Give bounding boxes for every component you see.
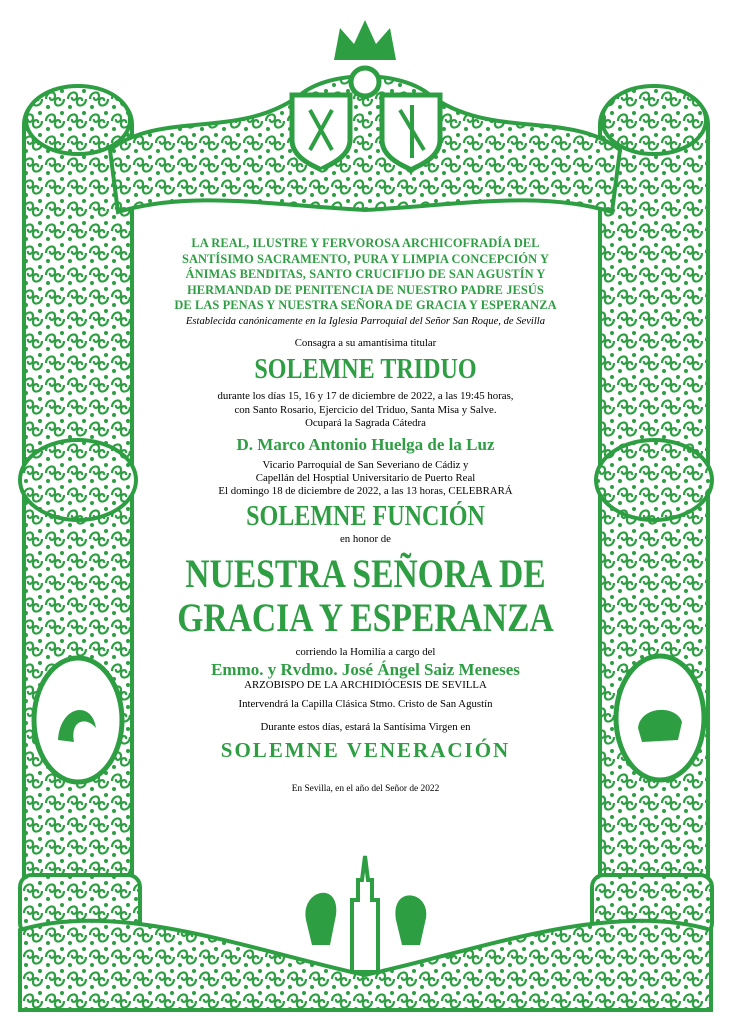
virgin-name-line1: NUESTRA SEÑORA DE (185, 551, 546, 597)
consagra-line: Consagra a su amantísima titular (294, 336, 437, 349)
top-ornamental-band (110, 20, 620, 212)
monstrance-icon (351, 68, 379, 96)
footer-date-line: En Sevilla, en el año del Señor de 2022 (291, 783, 440, 794)
homily-line: corriendo la Homilía a cargo del (295, 646, 436, 659)
preacher-details (140, 459, 591, 499)
choir-line: Intervendrá la Capilla Clásica Stmo. Cristo de San Agustín (238, 698, 493, 711)
preacher-line: Capellán del Hosptial Universitario de Puerto Real (255, 472, 476, 484)
brotherhood-title (140, 236, 591, 314)
announcement-content (140, 236, 591, 794)
brotherhood-title-line: DE LAS PENAS Y NUESTRA SEÑORA DE GRACIA Y ESPERANZA (174, 298, 557, 313)
flower-vase-right-icon (395, 895, 426, 945)
triduo-details (140, 390, 591, 430)
crown-icon (334, 20, 396, 60)
triduo-line: Ocupará la Sagrada Cátedra (305, 417, 426, 430)
brotherhood-title-line: SANTÍSIMO SACRAMENTO, PURA Y LIMPIA CONCEPCIÓN Y (181, 251, 550, 266)
brotherhood-title-line: ÁNIMAS BENDITAS, SANTO CRUCIFIJO DE SAN AGUSTÍN Y (185, 267, 546, 282)
brotherhood-title-line: LA REAL, ILUSTRE Y FERVOROSA ARCHICOFRADÍA DEL (191, 236, 540, 250)
virgin-name-line2: GRACIA Y ESPERANZA (177, 595, 554, 641)
veneracion-title: SOLEMNE VENERACIÓN (220, 737, 511, 762)
preacher-line: El domingo 18 de diciembre de 2022, a las 13 horas, CELEBRARÁ (218, 485, 513, 498)
preacher-line: Vicario Parroquial de San Severiano de Cádiz y (262, 458, 469, 471)
funcion-title: SOLEMNE FUNCIÓN (246, 500, 485, 532)
honor-line: en honor de (340, 532, 391, 545)
left-ornate-column-icon (20, 86, 140, 935)
veneracion-intro: Durante estos días, estará la Santísima Virgen en (260, 721, 471, 734)
flower-vase-left-icon (305, 893, 336, 945)
triduo-line: durante los días 15, 16 y 17 de diciembre de 2022, a las 19:45 horas, (217, 390, 514, 403)
established-note: Establecida canónicamente en la Iglesia Parroquial del Señor San Roque, de Sevilla (185, 315, 546, 327)
bishop-name: Emmo. y Rvdmo. José Ángel Saiz Meneses (211, 659, 520, 679)
triduo-title: SOLEMNE TRIDUO (254, 354, 477, 386)
giralda-tower-icon (352, 856, 378, 972)
triduo-line: con Santo Rosario, Ejercicio del Triduo, Santa Misa y Salve. (234, 403, 497, 416)
preacher-name: D. Marco Antonio Huelga de la Luz (236, 434, 495, 454)
brotherhood-title-line: HERMANDAD DE PENITENCIA DE NUESTRO PADRE JESÚS (187, 282, 544, 297)
bishop-title: ARZOBISPO DE LA ARCHIDIÓCESIS DE SEVILLA (244, 678, 487, 691)
